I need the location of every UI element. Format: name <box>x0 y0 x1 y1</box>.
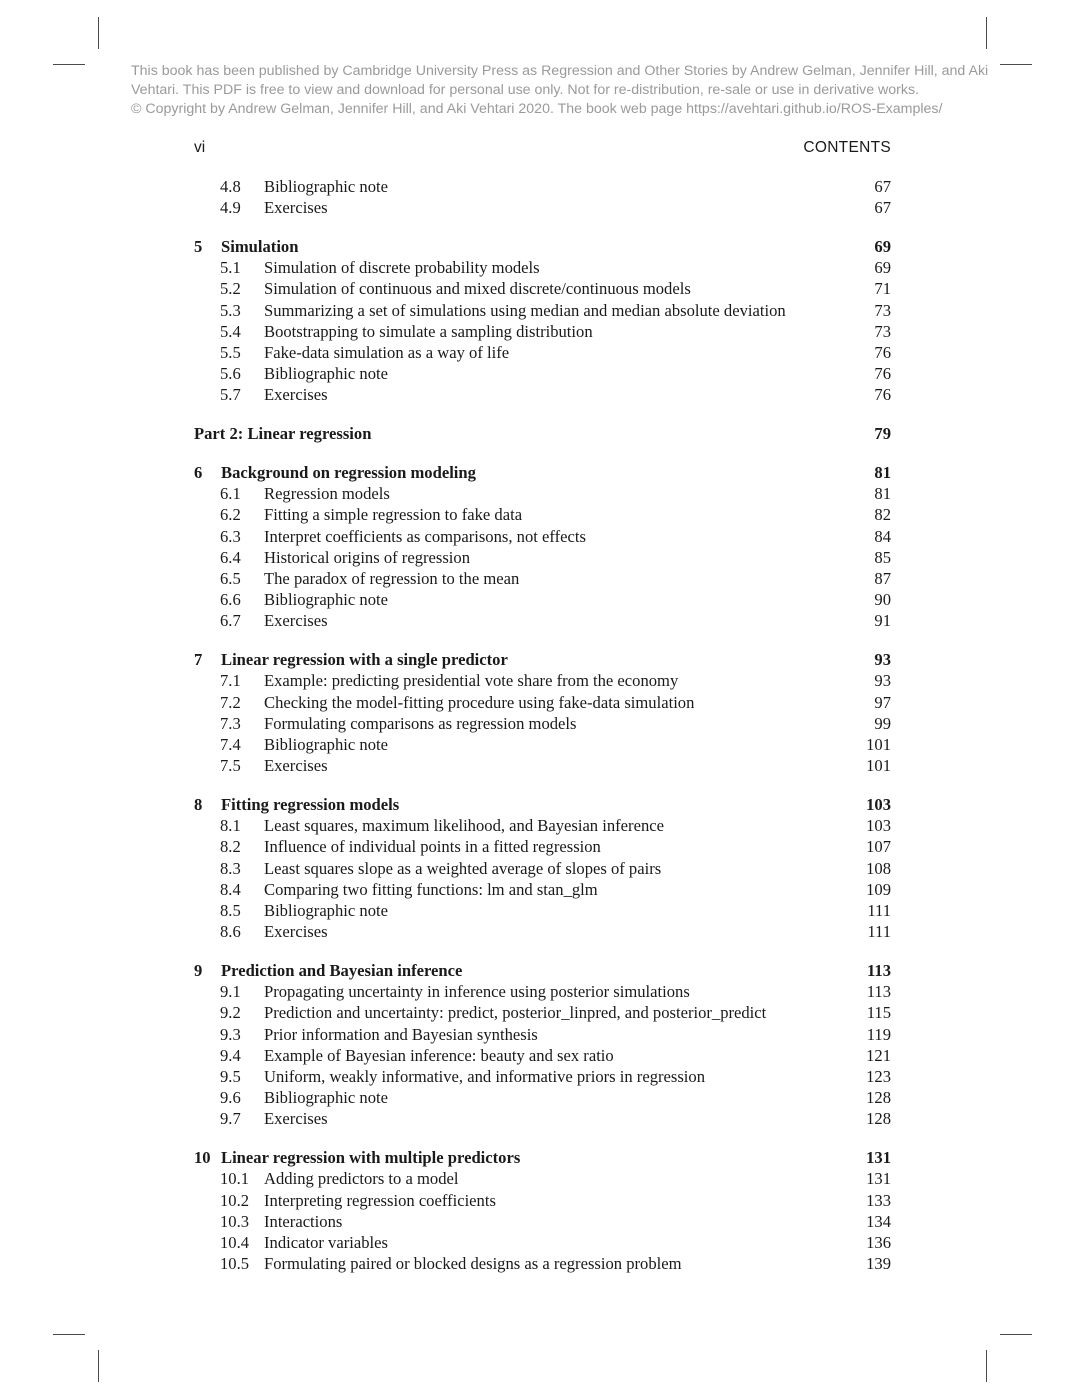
toc-entry-number: 10.1 <box>220 1169 250 1189</box>
toc-entry-number: 8.2 <box>220 837 241 857</box>
toc-entry-title: Fitting regression models <box>221 795 400 814</box>
toc-section-entry <box>194 610 891 631</box>
toc-entry-page: 115 <box>866 1003 891 1023</box>
toc-chapter-entry <box>194 649 891 670</box>
toc-entry-title: Fitting a simple regression to fake data <box>264 505 523 525</box>
toc-section-entry <box>194 692 891 713</box>
toc-chapter-entry <box>194 960 891 981</box>
toc-chapter-entry <box>194 1147 891 1168</box>
crop-mark-top-left-horizontal <box>53 64 85 65</box>
toc-section-entry <box>194 589 891 610</box>
toc-section-entry <box>194 1211 891 1232</box>
toc-entry-page: 85 <box>874 547 891 567</box>
toc-entry-number: 8.5 <box>220 901 241 920</box>
toc-entry-title: Simulation of continuous and mixed discrete/continuous models <box>264 279 691 299</box>
toc-section-entry <box>194 734 891 755</box>
toc-entry-number: 6.7 <box>220 611 241 631</box>
toc-entry-title: The paradox of regression to the mean <box>264 569 520 588</box>
toc-entry-page: 76 <box>874 385 891 405</box>
toc-entry-number: 4.8 <box>220 177 241 196</box>
toc-entry-page: 76 <box>874 343 891 362</box>
toc-section-entry <box>194 384 891 405</box>
toc-entry-title: Interpret coefficients as comparisons, not effects <box>264 526 586 546</box>
toc-entry-number: 7.3 <box>220 713 241 733</box>
toc-section-entry <box>194 1087 891 1108</box>
toc-entry-title: Bootstrapping to simulate a sampling distribution <box>264 321 593 341</box>
toc-entry-page: 111 <box>867 922 891 942</box>
toc-chapter-entry <box>194 462 891 483</box>
toc-entry-page: 69 <box>874 258 891 278</box>
toc-entry-title: Bibliographic note <box>264 364 388 384</box>
toc-entry-title: Influence of individual points in a fitted regression <box>264 837 601 857</box>
crop-mark-top-right-horizontal <box>1000 64 1032 65</box>
toc-entry-page: 97 <box>874 692 891 712</box>
toc-entry-number: 7 <box>194 650 203 670</box>
toc-section-entry <box>194 1232 891 1253</box>
toc-entry-title: Linear regression with multiple predictors <box>221 1148 521 1168</box>
toc-entry-number: 6.3 <box>220 526 241 546</box>
toc-entry-title: Indicator variables <box>264 1233 388 1252</box>
toc-section-entry <box>194 981 891 1002</box>
toc-entry-page: 67 <box>874 177 891 196</box>
toc-section-entry <box>194 483 891 504</box>
crop-mark-top-left-vertical <box>98 17 99 49</box>
toc-entry-title: Prediction and uncertainty: predict, posterior_linpred, and posterior_predict <box>264 1003 767 1023</box>
toc-entry-page: 87 <box>874 569 891 588</box>
toc-entry-page: 84 <box>874 526 891 546</box>
toc-entry-title: Linear regression with a single predictor <box>221 650 508 670</box>
toc-entry-title: Uniform, weakly informative, and informative priors in regression <box>264 1067 705 1086</box>
toc-entry-title: Exercises <box>264 611 328 631</box>
toc-entry-title: Adding predictors to a model <box>264 1169 459 1189</box>
toc-entry-title: Bibliographic note <box>264 1088 388 1108</box>
toc-section-entry <box>194 1066 891 1087</box>
toc-entry-page: 113 <box>867 961 891 980</box>
toc-entry-title: Least squares slope as a weighted average of slopes of pairs <box>264 858 662 878</box>
toc-entry-number: 6.6 <box>220 590 241 610</box>
toc-entry-title: Exercises <box>264 756 328 776</box>
toc-entry-title: Interpreting regression coefficients <box>264 1190 496 1210</box>
toc-entry-number: 9.2 <box>220 1003 241 1023</box>
toc-section-entry <box>194 670 891 691</box>
toc-entry-number: 10.4 <box>220 1233 250 1252</box>
toc-entry-number: 10.2 <box>220 1190 250 1210</box>
toc-entry-page: 111 <box>867 901 891 920</box>
toc-entry-title: Least squares, maximum likelihood, and Bayesian inference <box>264 816 664 836</box>
crop-mark-bottom-right-vertical <box>986 1350 987 1382</box>
toc-entry-page: 93 <box>874 650 891 670</box>
toc-entry-number: 6 <box>194 463 203 482</box>
toc-entry-page: 121 <box>866 1045 891 1065</box>
toc-section-entry <box>194 1253 891 1274</box>
toc-entry-page: 113 <box>866 982 891 1002</box>
toc-section-entry <box>194 1108 891 1129</box>
toc-entry-page: 91 <box>874 611 891 631</box>
toc-entry-title: Formulating paired or blocked designs as a regression problem <box>264 1254 682 1274</box>
toc-entry-title: Regression models <box>264 484 390 504</box>
toc-entry-title: Bibliographic note <box>264 590 388 610</box>
toc-entry-page: 99 <box>874 713 891 733</box>
toc-entry-title: Summarizing a set of simulations using median and median absolute deviation <box>264 300 786 320</box>
toc-section-entry <box>194 363 891 384</box>
toc-entry-title: Historical origins of regression <box>264 547 470 567</box>
toc-section-entry <box>194 815 891 836</box>
toc-entry-number: 7.1 <box>220 671 241 691</box>
toc-entry-page: 90 <box>874 590 891 610</box>
toc-entry-number: 5.5 <box>220 343 241 362</box>
running-head <box>194 137 891 159</box>
toc-entry-page: 131 <box>866 1148 891 1168</box>
toc-entry-page: 81 <box>874 463 891 482</box>
toc-entry-title: Exercises <box>264 198 328 218</box>
toc-entry-number: 8.3 <box>220 858 241 878</box>
toc-entry-title: Bibliographic note <box>264 735 388 754</box>
toc-section-entry <box>194 900 891 921</box>
crop-mark-bottom-right-horizontal <box>1000 1334 1032 1335</box>
toc-entry-title: Prediction and Bayesian inference <box>221 961 463 980</box>
toc-entry-page: 73 <box>874 300 891 320</box>
toc-entry-number: 5.4 <box>220 321 241 341</box>
toc-entry-page: 107 <box>866 837 891 857</box>
toc-entry-number: 9 <box>194 961 203 980</box>
toc-entry-page: 67 <box>874 198 891 218</box>
toc-section-entry <box>194 321 891 342</box>
toc-section-entry <box>194 504 891 525</box>
toc-entry-page: 139 <box>866 1254 891 1274</box>
toc-entry-title: Simulation <box>221 237 299 256</box>
toc-entry-title: Prior information and Bayesian synthesis <box>264 1024 538 1044</box>
toc-entry-number: 6.5 <box>220 569 241 588</box>
toc-part-entry <box>194 423 891 444</box>
toc-entry-title: Interactions <box>264 1211 343 1231</box>
toc-entry-page: 71 <box>874 279 891 299</box>
toc-entry-title: Simulation of discrete probability models <box>264 258 540 278</box>
notice-line-3: © Copyright by Andrew Gelman, Jennifer Hill, and Aki Vehtari 2020. The book web page https://avehtari.github.io/ROS-Examples/ <box>131 101 943 117</box>
page-number: vi <box>194 139 206 156</box>
toc-entry-number: 5.3 <box>220 300 241 320</box>
toc-entry-title: Propagating uncertainty in inference using posterior simulations <box>264 982 690 1002</box>
toc-section-entry <box>194 547 891 568</box>
toc-entry-page: 76 <box>874 364 891 384</box>
toc-entry-number: 8.1 <box>220 816 241 836</box>
toc-entry-title: Bibliographic note <box>264 177 388 196</box>
toc-entry-page: 109 <box>866 879 891 899</box>
toc-entry-title: Part 2: Linear regression <box>194 424 372 444</box>
toc-chapter-entry <box>194 236 891 257</box>
toc-entry-title: Example: predicting presidential vote share from the economy <box>264 671 679 691</box>
toc-entry-title: Exercises <box>264 922 328 942</box>
toc-section-entry <box>194 197 891 218</box>
toc-section-entry <box>194 879 891 900</box>
toc-entry-page: 101 <box>866 756 891 776</box>
toc-section-entry <box>194 278 891 299</box>
toc-entry-number: 5.6 <box>220 364 241 384</box>
toc-entry-title: Checking the model-fitting procedure using fake-data simulation <box>264 692 695 712</box>
toc-entry-number: 8.6 <box>220 922 241 942</box>
toc-entry-number: 7.2 <box>220 692 241 712</box>
toc-entry-number: 4.9 <box>220 198 241 218</box>
toc-entry-page: 103 <box>866 795 891 814</box>
toc-entry-page: 128 <box>866 1109 891 1129</box>
toc-section-entry <box>194 568 891 589</box>
toc-entry-number: 9.1 <box>220 982 241 1002</box>
toc-section-entry <box>194 713 891 734</box>
toc-entry-page: 119 <box>866 1024 891 1044</box>
toc-entry-page: 136 <box>866 1233 891 1252</box>
toc-section-entry <box>194 836 891 857</box>
notice-line-2: Vehtari. This PDF is free to view and download for personal use only. Not for re-distribution, re-sale or use in derivative works. <box>131 82 920 98</box>
toc-section-entry <box>194 257 891 278</box>
toc-entry-page: 131 <box>866 1169 891 1189</box>
toc-entry-title: Comparing two fitting functions: lm and stan_glm <box>264 879 598 899</box>
toc-chapter-entry <box>194 794 891 815</box>
toc-entry-page: 69 <box>874 237 891 256</box>
toc-entry-number: 5.7 <box>220 385 241 405</box>
toc-entry-page: 128 <box>866 1088 891 1108</box>
toc-section-entry <box>194 176 891 197</box>
toc-entry-page: 103 <box>866 816 891 836</box>
toc-entry-number: 9.5 <box>220 1067 241 1086</box>
toc-entry-number: 8 <box>194 795 203 814</box>
toc-entry-page: 134 <box>866 1211 891 1231</box>
toc-entry-page: 123 <box>866 1067 891 1086</box>
toc-section-entry <box>194 526 891 547</box>
toc-entry-page: 81 <box>874 484 891 504</box>
toc-entry-number: 9.7 <box>220 1109 241 1129</box>
toc-entry-title: Formulating comparisons as regression models <box>264 713 577 733</box>
toc-entry-number: 5.2 <box>220 279 241 299</box>
toc-entry-page: 82 <box>874 505 891 525</box>
toc-entry-number: 6.2 <box>220 505 241 525</box>
toc-entry-title: Exercises <box>264 1109 328 1129</box>
toc-entry-number: 10 <box>194 1148 211 1168</box>
toc-section-entry <box>194 1190 891 1211</box>
toc-entry-number: 6.1 <box>220 484 241 504</box>
toc-entry-number: 5.1 <box>220 258 241 278</box>
toc-entry-title: Bibliographic note <box>264 901 388 920</box>
toc-entry-page: 101 <box>866 735 891 754</box>
notice-line-1: This book has been published by Cambridge University Press as Regression and Other Stories by Andrew Gelman, Jennifer Hill, and Aki <box>131 63 989 79</box>
toc-section-entry <box>194 1002 891 1023</box>
toc-section-entry <box>194 755 891 776</box>
toc-entry-title: Background on regression modeling <box>221 463 476 482</box>
toc-entry-number: 9.4 <box>220 1045 241 1065</box>
toc-entry-number: 5 <box>194 237 203 256</box>
crop-mark-bottom-left-horizontal <box>53 1334 85 1335</box>
toc-entry-number: 9.3 <box>220 1024 241 1044</box>
toc-entry-number: 8.4 <box>220 879 241 899</box>
crop-mark-bottom-left-vertical <box>98 1350 99 1382</box>
toc-section-entry <box>194 858 891 879</box>
toc-entry-number: 9.6 <box>220 1088 241 1108</box>
toc-entry-page: 108 <box>866 858 891 878</box>
toc-entry-page: 93 <box>874 671 891 691</box>
toc-entry-number: 7.5 <box>220 756 241 776</box>
toc-section-entry <box>194 1024 891 1045</box>
toc-entry-page: 133 <box>866 1190 891 1210</box>
toc-entry-title: Exercises <box>264 385 328 405</box>
toc-entry-number: 6.4 <box>220 547 241 567</box>
toc-entry-number: 7.4 <box>220 735 241 754</box>
toc-entry-title: Fake-data simulation as a way of life <box>264 343 510 362</box>
toc-section-entry <box>194 300 891 321</box>
crop-mark-top-right-vertical <box>986 17 987 49</box>
toc-entry-number: 10.5 <box>220 1254 250 1274</box>
running-title: CONTENTS <box>803 139 891 156</box>
toc-entry-number: 10.3 <box>220 1211 250 1231</box>
toc-section-entry <box>194 342 891 363</box>
toc-entry-page: 73 <box>874 321 891 341</box>
toc-section-entry <box>194 1045 891 1066</box>
toc-section-entry <box>194 1168 891 1189</box>
toc-entry-page: 79 <box>874 424 891 444</box>
toc-section-entry <box>194 921 891 942</box>
toc-entry-title: Example of Bayesian inference: beauty and sex ratio <box>264 1045 614 1065</box>
